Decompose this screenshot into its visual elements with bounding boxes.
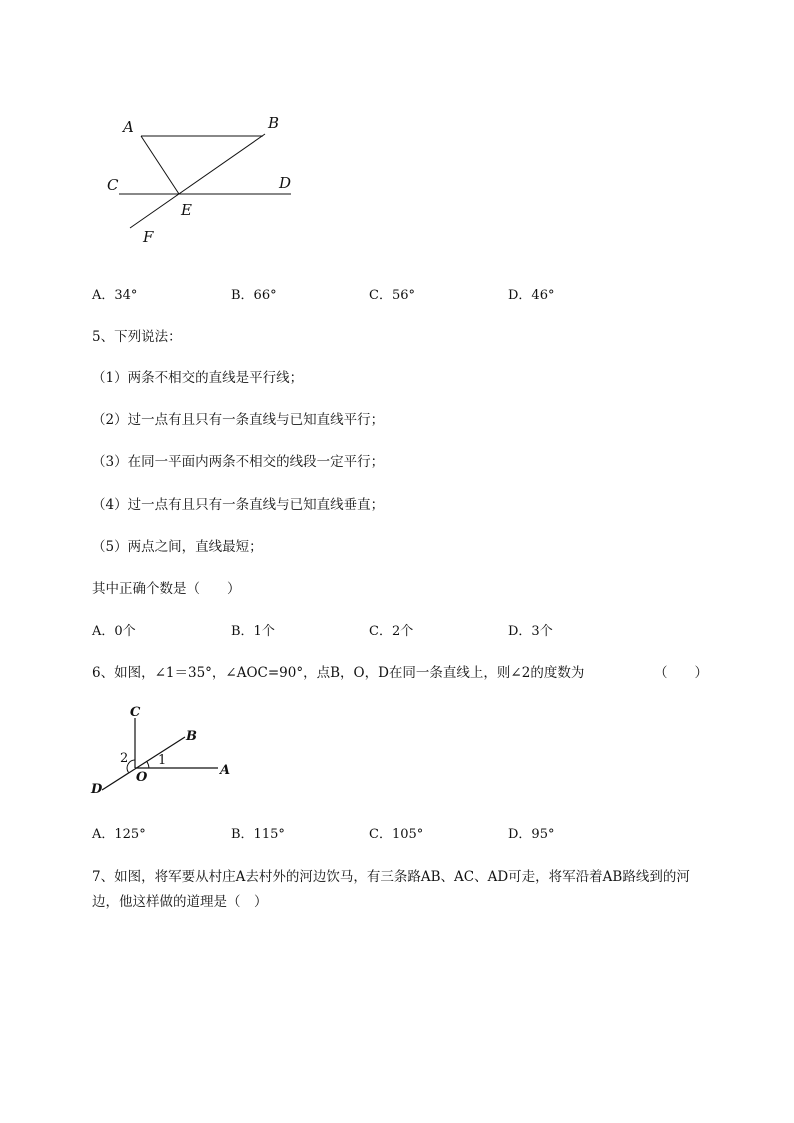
q5-option-c: C．2个 <box>369 624 414 639</box>
label-e: E <box>181 201 192 219</box>
q5-option-b: B．1个 <box>231 624 275 639</box>
q4-option-d: D．46° <box>508 288 555 303</box>
figure-q4 <box>95 110 315 250</box>
label-a: A <box>220 763 231 778</box>
angle-1-arc <box>147 761 150 768</box>
q4-option-a: A．34° <box>92 288 138 303</box>
label-a: A <box>123 118 134 136</box>
q5-stem: 5、下列说法： <box>92 329 182 345</box>
q5-option-a: A．0个 <box>92 624 136 639</box>
q7-line-1: 7、如图，将军要从村庄A去村外的河边饮马，有三条路AB、AC、AD可走，将军沿着AB路线到的河 <box>92 869 690 885</box>
q6-stem: 6、如图，∠1＝35°，∠AOC=90°，点B，O，D在同一条直线上，则∠2的度数为 <box>92 665 585 681</box>
q5-statement-3: （3）在同一平面内两条不相交的线段一定平行； <box>92 454 385 470</box>
q5-statement-2: （2）过一点有且只有一条直线与已知直线平行； <box>92 412 385 428</box>
q6-option-a: A．125° <box>92 827 146 842</box>
label-b: B <box>268 114 280 132</box>
q4-option-b: B．66° <box>231 288 277 303</box>
label-f: F <box>143 228 154 246</box>
q6-option-c: C．105° <box>369 827 424 842</box>
q7-line-2: 边，他这样做的道理是（ ） <box>92 894 268 910</box>
label-o: O <box>136 770 148 785</box>
label-d: D <box>91 782 103 797</box>
q5-statement-5: （5）两点之间，直线最短； <box>92 539 263 555</box>
q6-option-d: D．95° <box>508 827 555 842</box>
segment-ae <box>141 136 179 194</box>
q4-option-c: C．56° <box>369 288 415 303</box>
angle-2-arc <box>127 760 135 773</box>
label-b: B <box>186 729 197 744</box>
q6-option-b: B．115° <box>231 827 285 842</box>
label-d: D <box>279 174 292 192</box>
label-2: 2 <box>120 751 129 766</box>
q5-statement-1: （1）两条不相交的直线是平行线； <box>92 370 304 386</box>
label-c: C <box>130 705 141 720</box>
q5-statement-4: （4）过一点有且只有一条直线与已知直线垂直； <box>92 497 385 513</box>
label-1: 1 <box>158 753 167 768</box>
figure-q6 <box>88 700 248 800</box>
q5-question: 其中正确个数是（ ） <box>92 581 241 597</box>
line-bf <box>130 134 265 228</box>
q6-paren: （ ） <box>654 665 708 681</box>
q5-option-d: D．3个 <box>508 624 553 639</box>
label-c: C <box>107 176 119 194</box>
